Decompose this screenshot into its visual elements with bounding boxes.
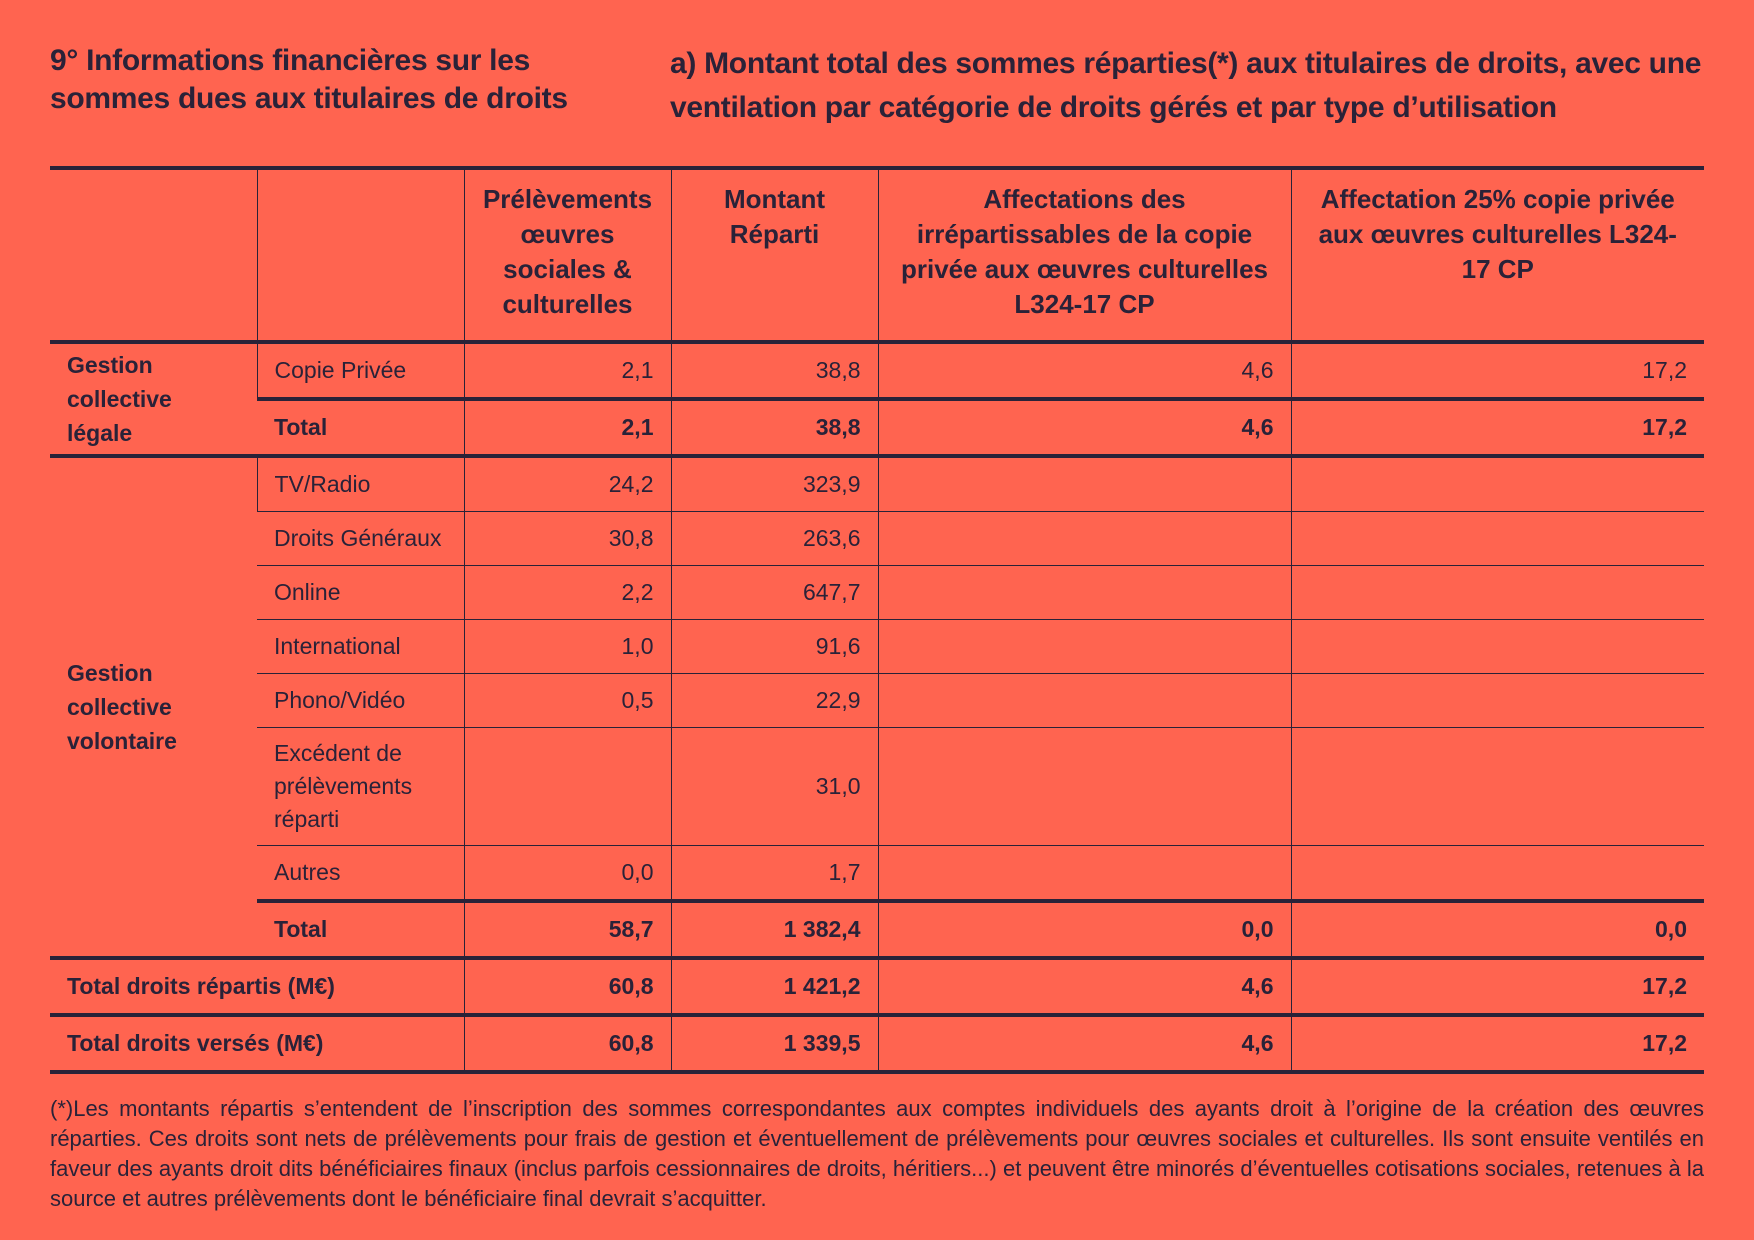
row-label: Copie Privée [257, 342, 464, 399]
cell-affect-irr: 4,6 [878, 958, 1291, 1015]
cell-montant: 263,6 [671, 512, 878, 566]
header-montant-reparti: Montant Réparti [671, 168, 878, 342]
distribution-table [50, 166, 1704, 1074]
cell-affect-irr [878, 620, 1291, 674]
cell-affect-25 [1291, 846, 1704, 902]
cell-affect-irr: 4,6 [878, 342, 1291, 399]
table-row [50, 342, 1704, 399]
table-header-row [50, 168, 1704, 342]
header-empty-1 [50, 168, 257, 342]
cell-affect-25 [1291, 620, 1704, 674]
cell-montant: 91,6 [671, 620, 878, 674]
cell-prelev: 0,5 [464, 674, 671, 728]
row-label: TV/Radio [257, 456, 464, 512]
cell-prelev: 1,0 [464, 620, 671, 674]
cell-prelev [464, 728, 671, 846]
cell-affect-irr: 4,6 [878, 399, 1291, 456]
cell-prelev: 60,8 [464, 958, 671, 1015]
cell-prelev: 2,1 [464, 342, 671, 399]
cell-affect-25: 17,2 [1291, 399, 1704, 456]
group-label-voluntary: Gestion collective volontaire [67, 660, 177, 754]
cell-affect-irr [878, 674, 1291, 728]
cell-prelev: 0,0 [464, 846, 671, 902]
row-label: Total droits versés (M€) [67, 1030, 324, 1056]
cell-affect-irr [878, 566, 1291, 620]
group-label-legal: Gestion collective légale [67, 352, 172, 446]
cell-affect-25 [1291, 566, 1704, 620]
cell-affect-irr [878, 456, 1291, 512]
cell-affect-irr: 0,0 [878, 901, 1291, 958]
cell-prelev: 24,2 [464, 456, 671, 512]
cell-montant: 647,7 [671, 566, 878, 620]
row-label: Droits Généraux [257, 512, 464, 566]
table-heading: a) Montant total des sommes réparties(*) aux titulaires de droits, avec une ventilation par catégorie de droits gérés et par type d’utilisation [670, 47, 1702, 124]
header-affectation-25: Affectation 25% copie privée aux œuvres culturelles L324-17 CP [1291, 168, 1704, 342]
table-row [50, 566, 1704, 620]
cell-affect-irr [878, 728, 1291, 846]
cell-montant: 31,0 [671, 728, 878, 846]
table-row [50, 846, 1704, 902]
section-heading: 9° Informations financières sur les sommes dues aux titulaires de droits [50, 44, 568, 115]
cell-montant: 1,7 [671, 846, 878, 902]
cell-montant: 323,9 [671, 456, 878, 512]
header-prelevements: Prélèvements œuvres sociales & culturelles [464, 168, 671, 342]
cell-affect-25 [1291, 728, 1704, 846]
cell-affect-irr: 4,6 [878, 1015, 1291, 1072]
table-row [50, 674, 1704, 728]
cell-affect-25: 17,2 [1291, 958, 1704, 1015]
cell-montant: 1 339,5 [671, 1015, 878, 1072]
cell-affect-25 [1291, 674, 1704, 728]
total-repartis-row [50, 958, 1704, 1015]
cell-montant: 22,9 [671, 674, 878, 728]
cell-affect-25: 0,0 [1291, 901, 1704, 958]
table-row [50, 620, 1704, 674]
row-label: Excédent de prélèvements réparti [257, 728, 464, 846]
row-label: International [257, 620, 464, 674]
cell-prelev: 58,7 [464, 901, 671, 958]
cell-montant: 38,8 [671, 399, 878, 456]
row-label: Total droits répartis (M€) [67, 973, 335, 999]
table-row [50, 512, 1704, 566]
cell-prelev: 30,8 [464, 512, 671, 566]
row-label: Total [257, 399, 464, 456]
header-affectations-irrepartissables: Affectations des irrépartissables de la copie privée aux œuvres culturelles L324-17 CP [878, 168, 1291, 342]
row-label: Total [257, 901, 464, 958]
row-label: Autres [274, 859, 341, 885]
header-empty-2 [257, 168, 464, 342]
cell-prelev: 60,8 [464, 1015, 671, 1072]
total-verses-row [50, 1015, 1704, 1072]
footnote: (*)Les montants répartis s’entendent de l’inscription des sommes correspondantes aux comptes individuels des ayants droit à l’origine de la création des œuvres réparties. Ces droits sont nets de prélèvements pour frais de gestion et éventuellement de prélèvements pour œuvres sociales et culturelles. Ils sont ensuite ventilés en faveur des ayants droit dits bénéficiaires finaux (inclus parfois cessionnaires de droits, héritiers...) et peuvent être minorés d’éventuelles cotisations sociales, retenues à la source et autres prélèvements dont le bénéficiaire final devrait s’acquitter. [50, 1096, 1704, 1211]
cell-affect-25 [1291, 456, 1704, 512]
cell-prelev: 2,1 [464, 399, 671, 456]
row-label: Phono/Vidéo [257, 674, 464, 728]
cell-montant: 1 421,2 [671, 958, 878, 1015]
cell-prelev: 2,2 [464, 566, 671, 620]
row-label: Online [257, 566, 464, 620]
cell-montant: 38,8 [671, 342, 878, 399]
cell-affect-irr [878, 512, 1291, 566]
subtotal-row [50, 399, 1704, 456]
cell-affect-25: 17,2 [1291, 1015, 1704, 1072]
cell-montant: 1 382,4 [671, 901, 878, 958]
table-row [50, 728, 1704, 846]
cell-affect-25 [1291, 512, 1704, 566]
cell-affect-25: 17,2 [1291, 342, 1704, 399]
subtotal-row [50, 901, 1704, 958]
cell-affect-irr [878, 846, 1291, 902]
table-row [50, 456, 1704, 512]
